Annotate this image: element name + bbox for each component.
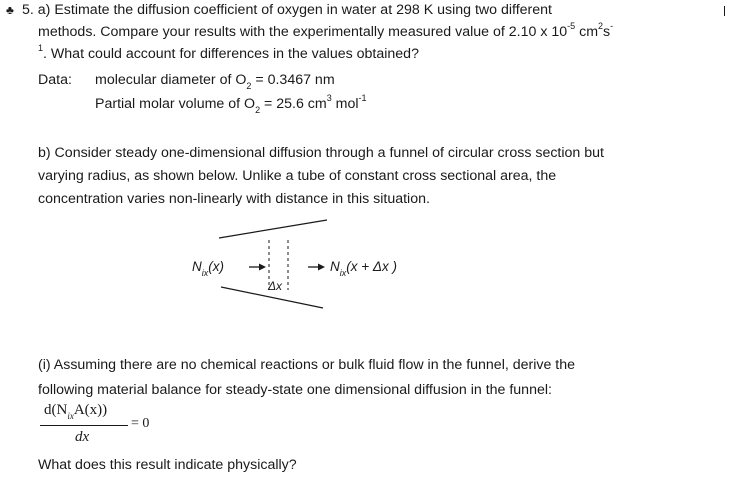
question-5a-line-2: methods. Compare your results with the experimentally measured value of 2.10 x $10^{-5}$ $cm^2s^-$ — [38, 21, 614, 40]
delta-x-label: Δx — [268, 279, 283, 293]
question-physical-meaning: What does this result indicate physically? — [38, 457, 297, 473]
equation-denominator: dx — [75, 429, 90, 445]
data-molecular-diameter: molecular diameter of $O_2 = 0.3467$ nm — [95, 72, 335, 91]
flux-in-label: $N_{ix}(x)$ — [192, 259, 224, 278]
question-i-line-2: following material balance for steady-state one dimensional diffusion in the funnel: — [38, 382, 552, 398]
data-label: Data: — [38, 72, 72, 88]
question-i-line-1: (i) Assuming there are no chemical reactions or bulk fluid flow in the funnel, derive the — [38, 357, 576, 373]
question-5b-line-3: concentration varies non-linearly with distance in this situation. — [38, 191, 430, 207]
question-5b-line-1: b) Consider steady one-dimensional diffusion through a funnel of circular cross section but — [38, 145, 604, 161]
flux-out-label: $N_{ix}(x + \Delta x$ ) — [330, 259, 397, 278]
equation-equals-zero: = 0 — [131, 416, 150, 431]
equation-numerator: $d(N_{ix}A(x))$ — [44, 402, 108, 421]
fraction-bar — [40, 425, 128, 426]
funnel-top-wall — [219, 220, 327, 238]
data-partial-molar-volume: Partial molar volume of $O_2 = 25.6$ $cm^3$ mol$^{-1}$ — [95, 93, 367, 115]
arrow-out-icon — [308, 264, 325, 271]
question-5a-line-3: $^1$. What could account for differences in the values obtained? — [38, 43, 419, 62]
question-5a-line-1: 5. a) Estimate the diffusion coefficient of oxygen in water at 298 K using two different — [22, 2, 552, 18]
question-5b-line-2: varying radius, as shown below. Unlike a tube of constant cross sectional area, the — [38, 168, 557, 184]
arrow-in-icon — [249, 264, 266, 271]
bullet-icon: ♣ — [6, 3, 14, 17]
